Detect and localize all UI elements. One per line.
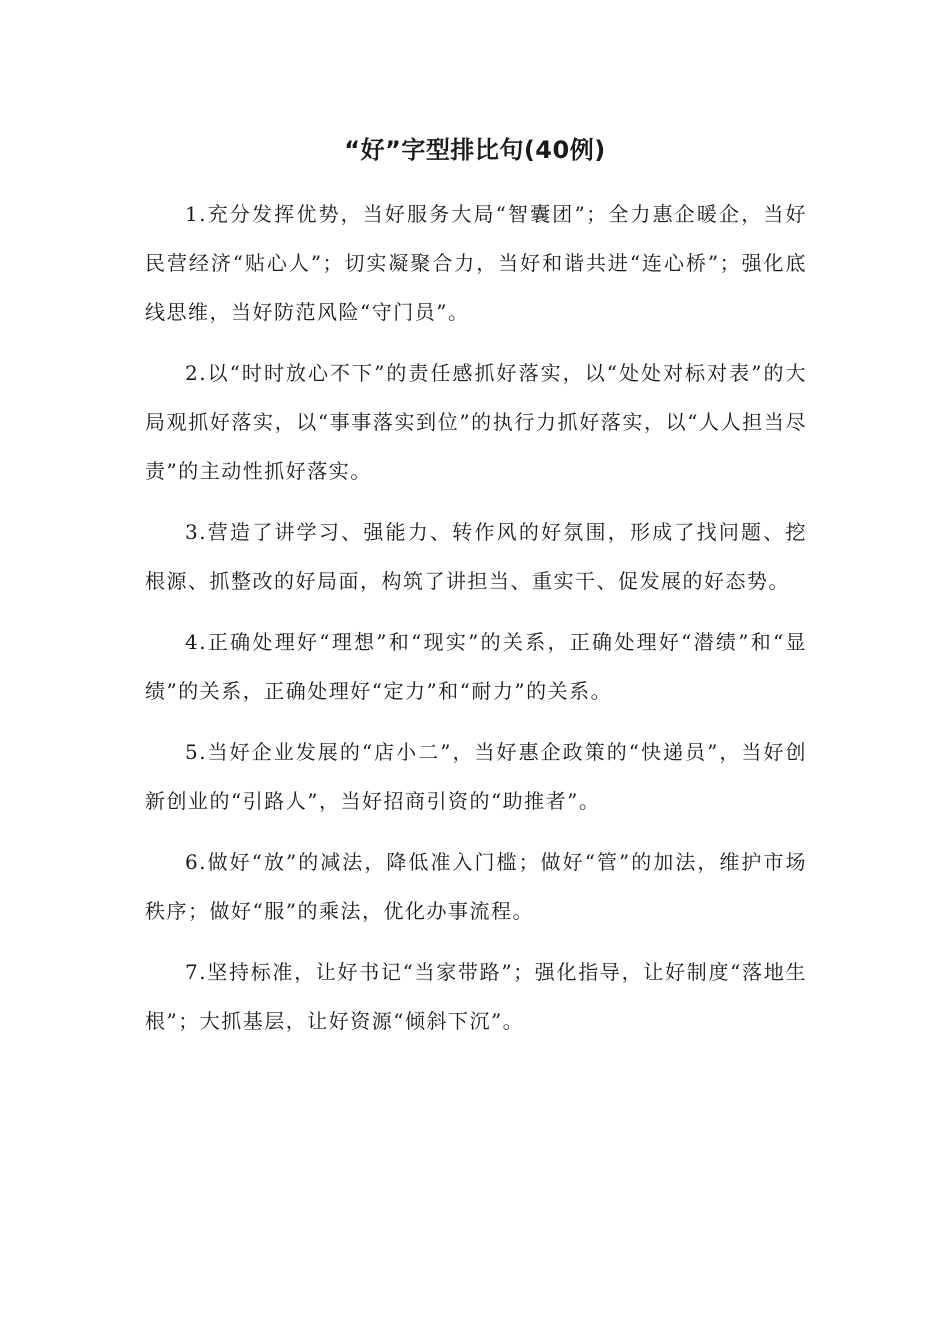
paragraph-4: 4.正确处理好“理想”和“现实”的关系，正确处理好“潜绩”和“显绩”的关系，正确处理好“定力”和“耐力”的关系。 (145, 630, 807, 703)
paragraph-6: 6.做好“放”的减法，降低准入门槛；做好“管”的加法，维护市场秩序；做好“服”的乘法，优化办事流程。 (145, 850, 807, 923)
paragraph-5: 5.当好企业发展的“店小二”，当好惠企政策的“快递员”，当好创新创业的“引路人”，当好招商引资的“助推者”。 (145, 740, 807, 813)
document-body (145, 190, 807, 1058)
paragraph-3: 3.营造了讲学习、强能力、转作风的好氛围，形成了找问题、挖根源、抓整改的好局面，构筑了讲担当、重实干、促发展的好态势。 (145, 520, 807, 593)
paragraph-2: 2.以“时时放心不下”的责任感抓好落实，以“处处对标对表”的大局观抓好落实，以“事事落实到位”的执行力抓好落实，以“人人担当尽责”的主动性抓好落实。 (145, 361, 807, 483)
paragraph-1: 1.充分发挥优势，当好服务大局“智囊团”；全力惠企暖企，当好民营经济“贴心人”；切实凝聚合力，当好和谐共进“连心桥”；强化底线思维，当好防范风险“守门员”。 (145, 202, 807, 324)
document-title: “好”字型排比句(40例) (344, 136, 606, 164)
paragraph-7: 7.坚持标准，让好书记“当家带路”；强化指导，让好制度“落地生根”；大抓基层，让好资源“倾斜下沉”。 (145, 960, 807, 1033)
